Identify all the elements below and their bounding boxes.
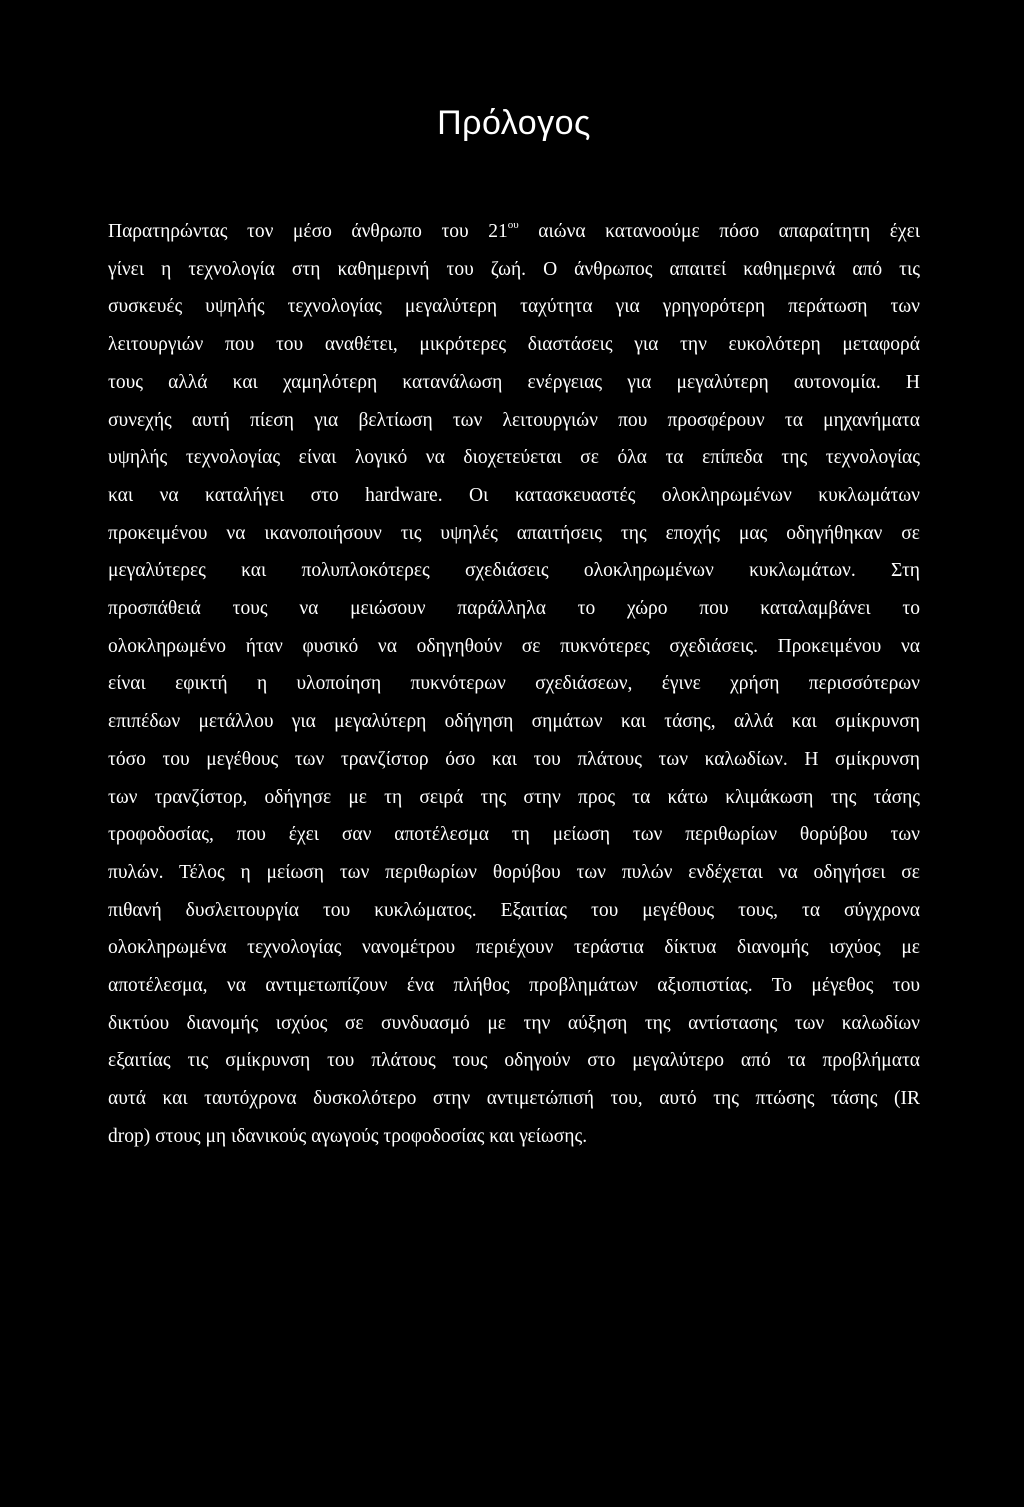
paragraph-line: πυλών. Τέλος η μείωση των περιθωρίων θορύβου των πυλών ενδέχεται να οδηγήσει σε [108, 861, 920, 883]
paragraph-line: υψηλής τεχνολογίας είναι λογικό να διοχετεύεται σε όλα τα επίπεδα της τεχνολογίας [108, 447, 920, 469]
paragraph-line: Παρατηρώντας τον μέσο άνθρωπο του $21^{o\upsilon}$ αιώνα κατανοούμε πόσο απαραίτητη έχει [108, 219, 920, 242]
paragraph-line: ολοκληρωμένο ήταν φυσικό να οδηγηθούν σε πυκνότερες σχεδιάσεις. Προκειμένου να [108, 635, 920, 657]
paragraph-line: λειτουργιών που του αναθέτει, μικρότερες διαστάσεις για την ευκολότερη μεταφορά [108, 334, 920, 356]
paragraph-line: τροφοδοσίας, που έχει σαν αποτέλεσμα τη μείωση των περιθωρίων θορύβου των [108, 824, 920, 846]
paragraph-line: drop) στους μη ιδανικούς αγωγούς τροφοδοσίας και γείωσης. [108, 1125, 588, 1147]
paragraph-line: ολοκληρωμένα τεχνολογίας νανομέτρου περιέχουν τεράστια δίκτυα διανομής ισχύος με [108, 937, 920, 959]
paragraph-line: αποτέλεσμα, να αντιμετωπίζουν ένα πλήθος προβλημάτων αξιοπιστίας. Το μέγεθος του [108, 975, 920, 997]
paragraph-line: είναι εφικτή η υλοποίηση πυκνότερων σχεδιάσεων, έγινε χρήση περισσότερων [108, 673, 920, 695]
paragraph-line: προσπάθειά τους να μειώσουν παράλληλα το χώρο που καταλαμβάνει το [108, 598, 920, 620]
paragraph-line: και να καταλήγει στο hardware. Οι κατασκευαστές ολοκληρωμένων κυκλωμάτων [108, 484, 920, 506]
ordinal-superscript: ου [507, 219, 519, 231]
paragraph-line: πιθανή δυσλειτουργία του κυκλώματος. Εξαιτίας του μεγέθους τους, τα σύγχρονα [108, 899, 920, 921]
paragraph-line: μεγαλύτερες και πολυπλοκότερες σχεδιάσεις ολοκληρωμένων κυκλωμάτων. Στη [108, 560, 920, 582]
prologue-paragraph [108, 213, 920, 1156]
paragraph-line: δικτύου διανομής ισχύος σε συνδυασμό με την αύξηση της αντίστασης των καλωδίων [108, 1012, 920, 1034]
paragraph-line: αυτά και ταυτόχρονα δυσκολότερο στην αντιμετώπισή του, αυτό της πτώσης τάσης (IR [108, 1088, 920, 1110]
paragraph-line: εξαιτίας τις σμίκρυνση του πλάτους τους οδηγούν στο μεγαλύτερο από τα προβλήματα [108, 1050, 920, 1072]
paragraph-line: γίνει η τεχνολογία στη καθημερινή του ζωή. Ο άνθρωπος απαιτεί καθημερινά από τις [108, 258, 920, 280]
paragraph-line: προκειμένου να ικανοποιήσουν τις υψηλές απαιτήσεις της εποχής μας οδηγήθηκαν σε [108, 522, 920, 544]
paragraph-line: των τρανζίστορ, οδήγησε με τη σειρά της στην προς τα κάτω κλιμάκωση της τάσης [108, 786, 920, 808]
paragraph-line: συσκευές υψηλής τεχνολογίας μεγαλύτερη ταχύτητα για γρηγορότερη περάτωση των [108, 296, 920, 318]
paragraph-line: τόσο του μεγέθους των τρανζίστορ όσο και του πλάτους των καλωδίων. Η σμίκρυνση [108, 748, 920, 770]
paragraph-line: επιπέδων μετάλλου για μεγαλύτερη οδήγηση σημάτων και τάσης, αλλά και σμίκρυνση [108, 711, 920, 733]
paragraph-line: συνεχής αυτή πίεση για βελτίωση των λειτουργιών που προσφέρουν τα μηχανήματα [108, 409, 920, 431]
page-title: Πρόλογος [437, 104, 591, 142]
paragraph-line: τους αλλά και χαμηλότερη κατανάλωση ενέργειας για μεγαλύτερη αυτονομία. Η [108, 371, 920, 393]
